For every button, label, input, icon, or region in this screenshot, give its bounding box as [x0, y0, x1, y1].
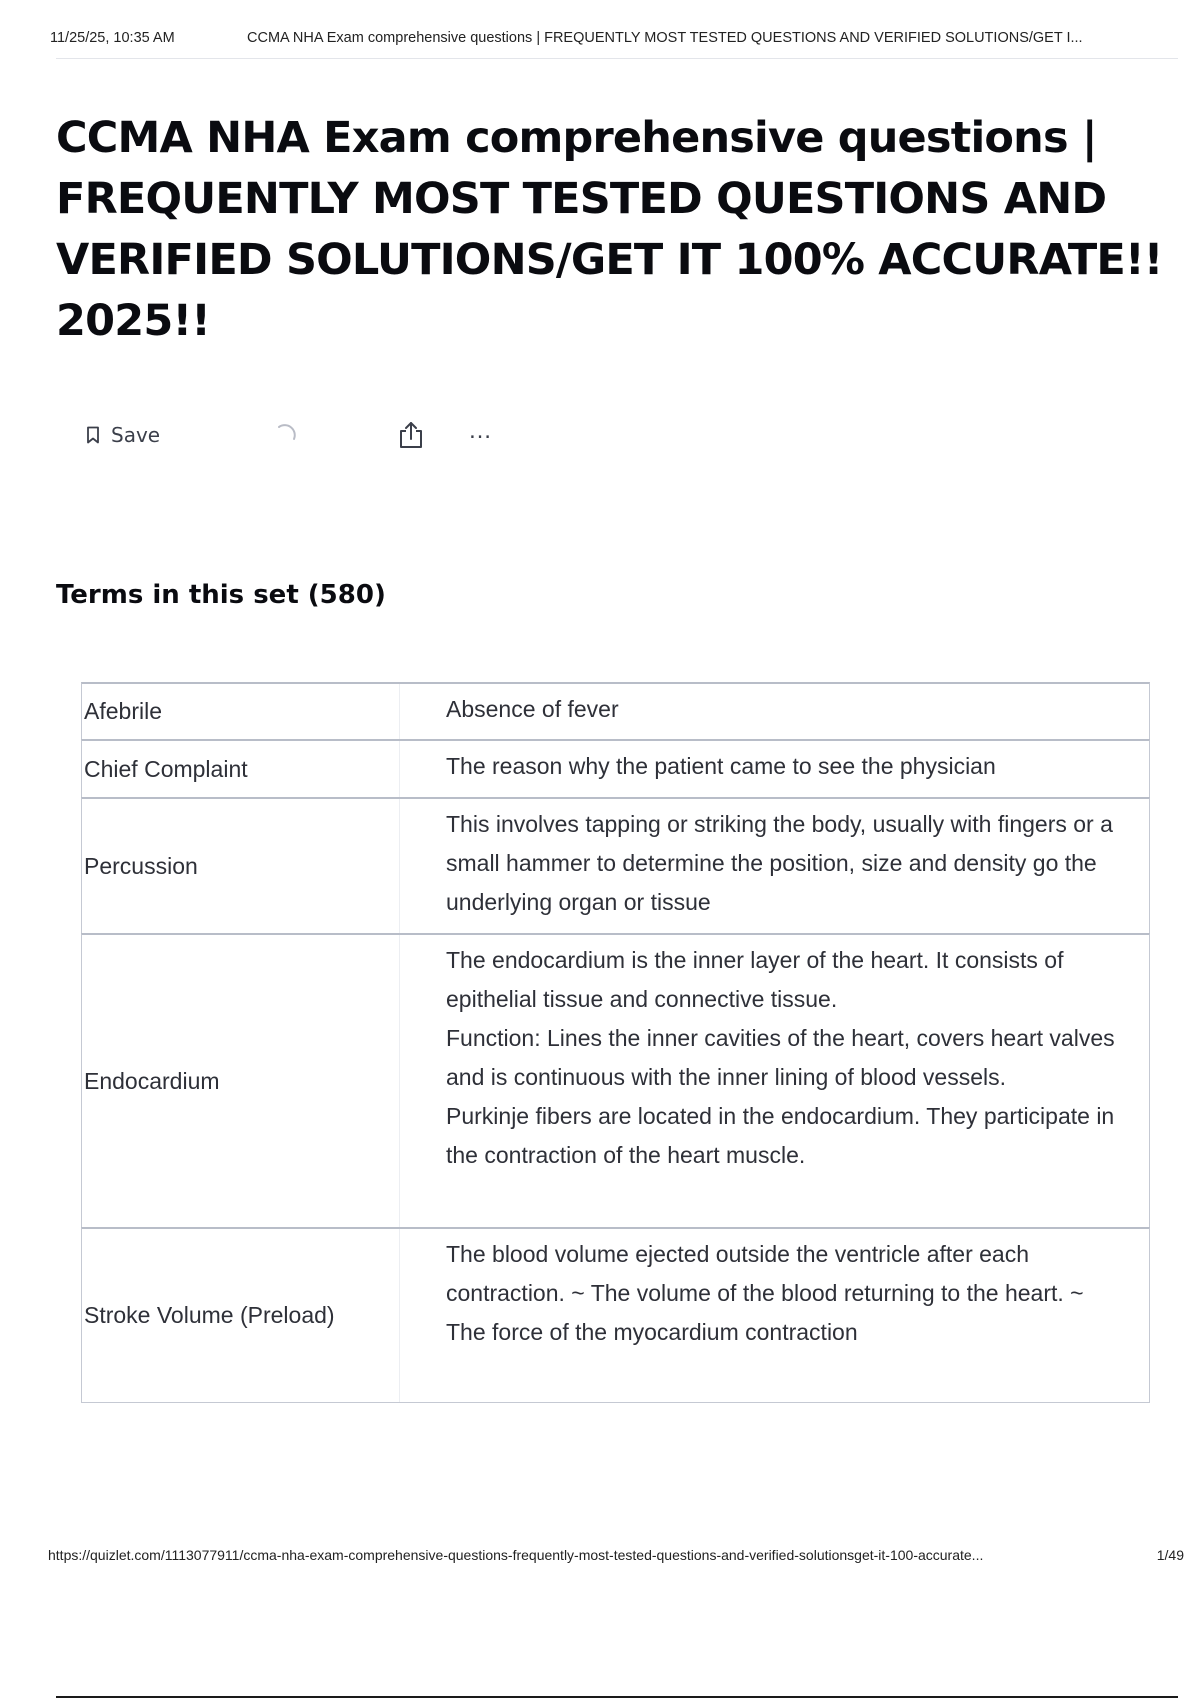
- term-cell: Endocardium: [82, 935, 400, 1227]
- page-title: CCMA NHA Exam comprehensive questions | FREQUENTLY MOST TESTED QUESTIONS AND VERIFIED SOLUTIONS/GET IT 100% ACCURATE!! 2025!!: [56, 113, 1163, 346]
- page-number: 1/49: [1156, 1547, 1184, 1563]
- save-button[interactable]: [86, 420, 160, 450]
- term-cell: Stroke Volume (Preload): [82, 1229, 400, 1402]
- definition-cell: This involves tapping or striking the body, usually with fingers or a small hammer to determine the position, size and density go the underlying organ or tissue: [446, 811, 1113, 915]
- bookmark-icon: [86, 426, 100, 444]
- table-row: [81, 797, 1150, 934]
- definition-cell: Absence of fever: [446, 696, 619, 722]
- table-row: [81, 682, 1150, 740]
- definition-cell: The blood volume ejected outside the ventricle after each contraction. ~ The volume of the blood returning to the heart. ~ The force of the myocardium contraction: [446, 1241, 1084, 1345]
- print-header: [50, 30, 1178, 46]
- terms-table: [81, 682, 1150, 1402]
- table-row: [81, 933, 1150, 1228]
- spinner-icon: [276, 423, 300, 447]
- term-cell: Afebrile: [82, 684, 400, 739]
- definition-cell: The reason why the patient came to see the physician: [446, 753, 996, 779]
- page-url: https://quizlet.com/1113077911/ccma-nha-exam-comprehensive-questions-frequently-most-tested-questions-and-verified-solutionsget-it-100-accurate...: [48, 1547, 984, 1563]
- header-divider: [56, 58, 1178, 59]
- terms-heading: Terms in this set (580): [56, 580, 386, 610]
- term-cell: Chief Complaint: [82, 741, 400, 797]
- print-datetime: 11/25/25, 10:35 AM: [50, 30, 175, 46]
- share-button[interactable]: [398, 420, 424, 450]
- more-options-button[interactable]: [468, 417, 493, 450]
- table-row: [81, 1227, 1150, 1403]
- more-horizontal-icon: …: [468, 417, 493, 444]
- action-bar: [86, 417, 546, 450]
- save-label: Save: [111, 423, 161, 447]
- print-footer: [48, 1547, 1184, 1563]
- term-cell: Percussion: [82, 799, 400, 933]
- table-row: [81, 739, 1150, 798]
- definition-cell: The endocardium is the inner layer of the heart. It consists of epithelial tissue and connective tissue. Function: Lines the inner cavities of the heart, covers heart valves and is continuous with the inner lining of blood vessels. Purkinje fibers are located in the endocardium. They participate in the contraction of the heart muscle.: [446, 947, 1115, 1168]
- bottom-divider: [56, 1696, 1178, 1698]
- print-document-title: CCMA NHA Exam comprehensive questions | FREQUENTLY MOST TESTED QUESTIONS AND VERIFIED SOLUTIONS/GET I...: [247, 30, 1083, 46]
- loading-indicator: [276, 420, 300, 450]
- share-icon: [398, 421, 424, 449]
